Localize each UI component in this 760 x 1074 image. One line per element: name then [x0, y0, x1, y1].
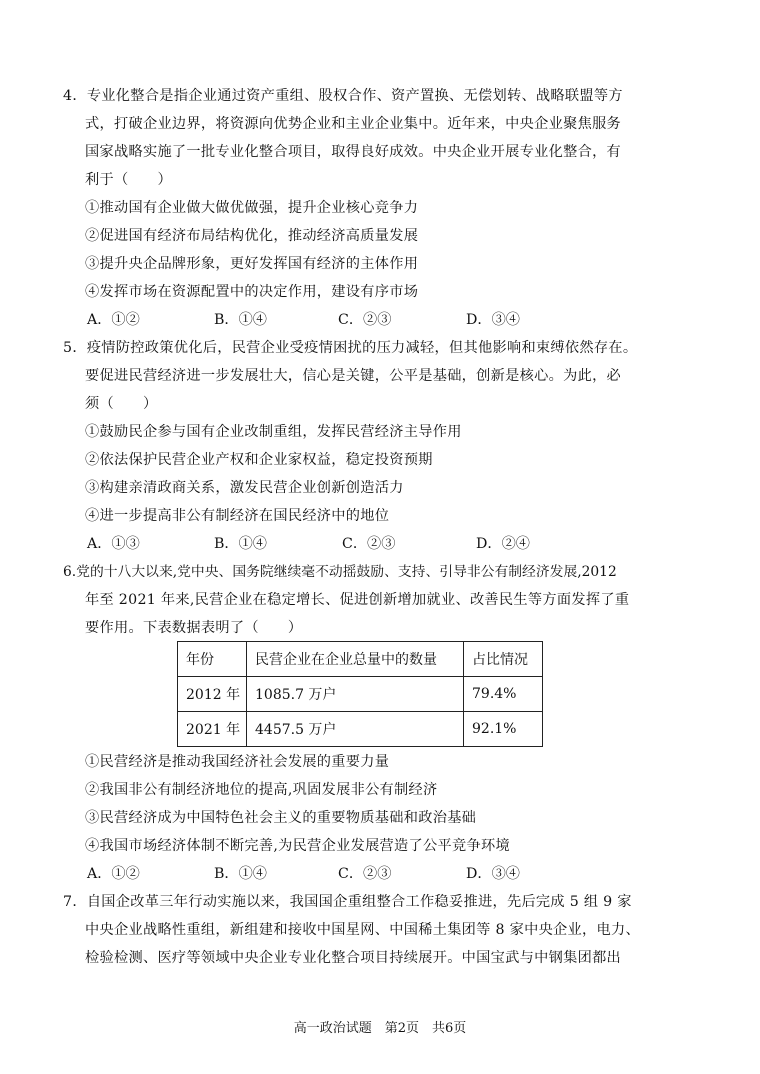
question-stem-line: 6.党的十八大以来,党中央、国务院继续毫不动摇鼓励、支持、引导非公有制经济发展,2012 — [63, 564, 617, 580]
table-header-cell: 占比情况 — [464, 642, 543, 677]
table-cell: 4457.5 万户 — [247, 712, 464, 747]
question-stem-line: 须（ ） — [85, 396, 158, 412]
statement-item: ③构建亲清政商关系，激发民营企业创新创造活力 — [85, 480, 404, 496]
option-d[interactable]: D．③④ — [466, 312, 520, 328]
table-cell: 79.4% — [464, 677, 543, 712]
table-cell: 2021 年 — [178, 712, 247, 747]
question-stem-line: 7．自国企改革三年行动实施以来，我国国企重组整合工作稳妥推进，先后完成 5 组 9 家 — [63, 894, 632, 910]
option-b[interactable]: B．①④ — [214, 312, 267, 328]
statement-item: ③提升央企品牌形象，更好发挥国有经济的主体作用 — [85, 256, 419, 272]
table-cell: 92.1% — [464, 712, 543, 747]
question-stem-line: 式，打破企业边界，将资源向优势企业和主业企业集中。近年来，中央企业聚焦服务 — [85, 116, 622, 132]
statement-item: ④进一步提高非公有制经济在国民经济中的地位 — [85, 508, 390, 524]
statement-item: ④我国市场经济体制不断完善,为民营企业发展营造了公平竞争环境 — [85, 838, 510, 854]
table-row — [178, 712, 543, 747]
table-header-cell: 年份 — [178, 642, 247, 677]
page-footer: 高一政治试题 第2页 共6页 — [293, 1021, 467, 1036]
question-stem-line: 4．专业化整合是指企业通过资产重组、股权合作、资产置换、无偿划转、战略联盟等方 — [63, 88, 623, 104]
statement-item: ①推动国有企业做大做优做强，提升企业核心竞争力 — [85, 200, 419, 216]
statement-item: ②我国非公有制经济地位的提高,巩固发展非公有制经济 — [85, 782, 438, 798]
statement-item: ③民营经济成为中国特色社会主义的重要物质基础和政治基础 — [85, 810, 477, 826]
option-d[interactable]: D．③④ — [466, 866, 520, 882]
statement-item: ①鼓励民企参与国有企业改制重组，发挥民营经济主导作用 — [85, 424, 462, 440]
option-c[interactable]: C．②③ — [338, 866, 392, 882]
option-c[interactable]: C．②③ — [342, 536, 396, 552]
option-a[interactable]: A．①③ — [87, 536, 140, 552]
table-row — [178, 677, 543, 712]
option-a[interactable]: A．①② — [87, 866, 140, 882]
option-a[interactable]: A．①② — [87, 312, 140, 328]
table-cell: 2012 年 — [178, 677, 247, 712]
data-table — [177, 641, 543, 747]
table-header-cell: 民营企业在企业总量中的数量 — [247, 642, 464, 677]
option-d[interactable]: D．②④ — [476, 536, 530, 552]
table-header-row — [178, 642, 543, 677]
option-b[interactable]: B．①④ — [214, 866, 267, 882]
option-b[interactable]: B．①④ — [214, 536, 267, 552]
statement-item: ④发挥市场在资源配置中的决定作用，建设有序市场 — [85, 284, 419, 300]
statement-item: ①民营经济是推动我国经济社会发展的重要力量 — [85, 754, 390, 770]
question-stem-line: 中央企业战略性重组，新组建和接收中国星网、中国稀土集团等 8 家中央企业，电力、 — [85, 922, 640, 938]
question-stem-line: 利于（ ） — [85, 172, 172, 188]
question-stem-line: 要促进民营经济进一步发展壮大，信心是关键，公平是基础，创新是核心。为此，必 — [85, 368, 622, 384]
statement-item: ②促进国有经济布局结构优化，推动经济高质量发展 — [85, 228, 419, 244]
question-stem-line: 国家战略实施了一批专业化整合项目，取得良好成效。中央企业开展专业化整合，有 — [85, 144, 622, 160]
question-stem-line: 检验检测、医疗等领域中央企业专业化整合项目持续展开。中国宝武与中钢集团都出 — [85, 950, 622, 966]
question-stem-line: 要作用。下表数据表明了（ ） — [85, 620, 303, 636]
question-stem-line: 年至 2021 年来,民营企业在稳定增长、促进创新增加就业、改善民生等方面发挥了重 — [85, 592, 630, 608]
statement-item: ②依法保护民营企业产权和企业家权益，稳定投资预期 — [85, 452, 433, 468]
option-c[interactable]: C．②③ — [338, 312, 392, 328]
question-stem-line: 5．疫情防控政策优化后，民营企业受疫情困扰的压力减轻，但其他影响和束缚依然存在。 — [63, 340, 638, 356]
table-cell: 1085.7 万户 — [247, 677, 464, 712]
